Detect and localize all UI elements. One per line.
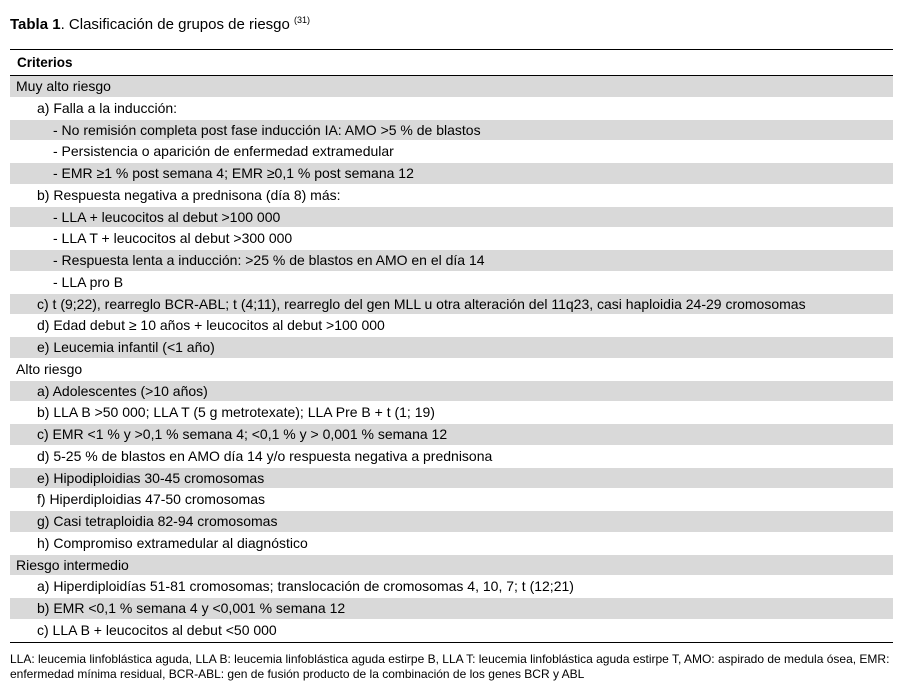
table-title-label: Tabla 1 — [10, 16, 61, 33]
table-row: - EMR ≥1 % post semana 4; EMR ≥0,1 % post semana 12 — [10, 163, 893, 185]
table-header-criterios: Criterios — [10, 50, 893, 76]
table-row: - LLA + leucocitos al debut >100 000 — [10, 207, 893, 229]
risk-criteria-table — [10, 49, 893, 643]
table-row: d) 5-25 % de blastos en AMO día 14 y/o respuesta negativa a prednisona — [10, 446, 893, 468]
table-title-text: . Clasificación de grupos de riesgo — [60, 16, 295, 33]
table-row: - LLA T + leucocitos al debut >300 000 — [10, 228, 893, 250]
table-row: d) Edad debut ≥ 10 años + leucocitos al debut >100 000 — [10, 315, 893, 337]
table-row: e) Leucemia infantil (<1 año) — [10, 337, 893, 359]
table-row: h) Compromiso extramedular al diagnóstico — [10, 533, 893, 555]
table-row: c) t (9;22), rearreglo BCR-ABL; t (4;11), rearreglo del gen MLL u otra alteración del 11q23, casi haploidia 24-29 cromosomas — [10, 294, 893, 316]
table-row: - LLA pro B — [10, 272, 893, 294]
table-row: e) Hipodiploidias 30-45 cromosomas — [10, 468, 893, 490]
table-row-group: Alto riesgo — [10, 359, 893, 381]
table-row: a) Hiperdiploidías 51-81 cromosomas; translocación de cromosomas 4, 10, 7; t (12;21) — [10, 576, 893, 598]
table-title-reference: (31) — [294, 15, 311, 25]
table-row: c) EMR <1 % y >0,1 % semana 4; <0,1 % y > 0,001 % semana 12 — [10, 424, 893, 446]
table-footnote: LLA: leucemia linfoblástica aguda, LLA B: leucemia linfoblástica aguda estirpe B, LLA T: leucemia linfoblástica aguda estirpe T, AMO: aspirado de medula ósea, EMR: enfermedad mínima residual, BCR-ABL: gen de fusión producto de la combinación de los genes BCR y ABL — [10, 652, 890, 681]
table-row: b) Respuesta negativa a prednisona (día 8) más: — [10, 185, 893, 207]
table-row: a) Adolescentes (>10 años) — [10, 381, 893, 403]
table-row-group: Muy alto riesgo — [10, 76, 893, 98]
table-row: b) EMR <0,1 % semana 4 y <0,001 % semana 12 — [10, 598, 893, 620]
table-row: - Respuesta lenta a inducción: >25 % de blastos en AMO en el día 14 — [10, 250, 893, 272]
table-row: - No remisión completa post fase inducción IA: AMO >5 % de blastos — [10, 120, 893, 142]
table-row-group: Riesgo intermedio — [10, 555, 893, 577]
table-row: c) LLA B + leucocitos al debut <50 000 — [10, 620, 893, 642]
table-title — [10, 10, 310, 35]
table-row: - Persistencia o aparición de enfermedad extramedular — [10, 141, 893, 163]
table-row: f) Hiperdiploidias 47-50 cromosomas — [10, 489, 893, 511]
table-body — [10, 76, 893, 642]
table-row: b) LLA B >50 000; LLA T (5 g metrotexate); LLA Pre B + t (1; 19) — [10, 402, 893, 424]
table-row: a) Falla a la inducción: — [10, 98, 893, 120]
table-row: g) Casi tetraploidia 82-94 cromosomas — [10, 511, 893, 533]
